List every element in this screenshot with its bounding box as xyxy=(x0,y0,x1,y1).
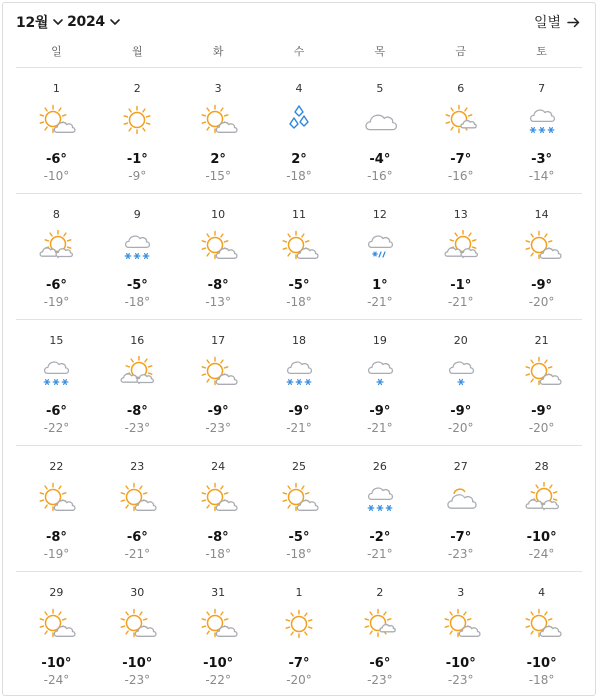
day-number: 19 xyxy=(372,334,387,347)
low-temp: -21° xyxy=(367,547,393,561)
day-number: 4 xyxy=(295,82,303,95)
day-cell[interactable] xyxy=(259,572,340,697)
high-temp: -10° xyxy=(122,656,153,671)
week-row-4 xyxy=(16,446,582,571)
day-number: 3 xyxy=(457,586,465,599)
snow-cloud-icon xyxy=(522,104,562,138)
day-cell[interactable] xyxy=(420,320,501,445)
sun-icon xyxy=(117,104,157,138)
week-row-2 xyxy=(16,194,582,319)
sun-cloud-icon xyxy=(36,608,76,642)
day-number: 12 xyxy=(372,208,387,221)
high-temp: -2° xyxy=(369,530,391,545)
high-temp: -7° xyxy=(450,152,472,167)
low-temp: -19° xyxy=(43,295,70,309)
high-temp: -5° xyxy=(288,530,310,545)
low-temp: -20° xyxy=(528,421,555,435)
high-temp: -9° xyxy=(288,404,310,419)
sun-cloud-icon xyxy=(522,356,562,390)
sun-cloud-left-icon xyxy=(36,230,76,264)
sun-cloud-icon xyxy=(117,608,157,642)
chevron-down-icon xyxy=(51,15,65,29)
low-temp: -23° xyxy=(367,673,393,687)
sun-cloud-icon xyxy=(522,230,562,264)
day-cell[interactable] xyxy=(501,572,582,697)
calendar-header xyxy=(16,11,581,33)
day-number: 2 xyxy=(376,586,384,599)
high-temp: -9° xyxy=(531,278,553,293)
high-temp: -1° xyxy=(126,152,148,167)
sun-cloud-icon xyxy=(198,482,238,516)
low-temp: -20° xyxy=(286,673,312,687)
day-number: 9 xyxy=(133,208,141,221)
day-number: 26 xyxy=(372,460,387,473)
low-temp: -24° xyxy=(528,547,555,561)
daily-view-link[interactable] xyxy=(534,12,581,32)
low-temp: -14° xyxy=(528,169,555,183)
high-temp: -9° xyxy=(450,404,472,419)
day-cell[interactable] xyxy=(97,446,178,571)
day-number: 28 xyxy=(534,460,549,473)
day-cell[interactable] xyxy=(501,320,582,445)
day-number: 13 xyxy=(453,208,468,221)
year-select[interactable] xyxy=(67,14,124,30)
sun-cloud-icon xyxy=(279,230,319,264)
high-temp: -7° xyxy=(288,656,310,671)
day-number: 14 xyxy=(534,208,549,221)
weekday-header-row xyxy=(16,43,582,63)
day-number: 23 xyxy=(130,460,145,473)
month-label: 12월 xyxy=(16,15,49,31)
sun-icon xyxy=(279,608,319,642)
day-number: 16 xyxy=(130,334,145,347)
day-number: 15 xyxy=(49,334,64,347)
week-row-1 xyxy=(16,68,582,193)
week-row-5 xyxy=(16,572,582,697)
arrow-right-icon xyxy=(566,15,581,30)
sleet-cloud-icon xyxy=(360,230,400,264)
sun-cloud-icon xyxy=(198,230,238,264)
day-cell[interactable] xyxy=(259,194,340,319)
high-temp: -8° xyxy=(126,404,148,419)
low-temp: -22° xyxy=(205,673,231,687)
sun-cloud-left-icon xyxy=(522,482,562,516)
day-cell[interactable] xyxy=(339,320,420,445)
sun-cloud-icon xyxy=(441,608,481,642)
low-temp: -9° xyxy=(128,169,147,183)
sun-small-cloud-icon xyxy=(360,608,400,642)
year-label: 2024 xyxy=(67,14,105,30)
high-temp: -10° xyxy=(203,656,234,671)
high-temp: -9° xyxy=(369,404,391,419)
sun-cloud-icon xyxy=(36,104,76,138)
weekday-wed: 수 xyxy=(293,45,305,58)
snow-cloud-icon xyxy=(36,356,76,390)
day-number: 31 xyxy=(211,586,226,599)
period-selectors xyxy=(16,12,124,32)
cloud-icon xyxy=(360,104,400,138)
day-cell[interactable] xyxy=(339,68,420,193)
day-number: 20 xyxy=(453,334,468,347)
high-temp: -6° xyxy=(45,404,67,419)
low-temp: -21° xyxy=(367,295,393,309)
day-cell[interactable] xyxy=(16,572,97,697)
high-temp: -8° xyxy=(207,530,229,545)
day-cell[interactable] xyxy=(16,68,97,193)
high-temp: -10° xyxy=(526,656,557,671)
high-temp: 2° xyxy=(291,152,307,167)
light-snow-cloud-icon xyxy=(360,356,400,390)
day-cell[interactable] xyxy=(178,320,259,445)
day-number: 3 xyxy=(214,82,222,95)
low-temp: -21° xyxy=(124,547,151,561)
sun-cloud-icon xyxy=(198,104,238,138)
day-cell[interactable] xyxy=(178,446,259,571)
weekday-tue: 화 xyxy=(212,45,224,58)
low-temp: -21° xyxy=(367,421,393,435)
high-temp: 2° xyxy=(210,152,226,167)
light-snow-cloud-icon xyxy=(441,356,481,390)
high-temp: -8° xyxy=(207,278,229,293)
high-temp: -4° xyxy=(369,152,391,167)
weekday-thu: 목 xyxy=(374,45,386,58)
day-number: 17 xyxy=(211,334,226,347)
day-cell[interactable] xyxy=(420,68,501,193)
monthly-forecast-panel xyxy=(2,2,596,696)
day-number: 22 xyxy=(49,460,64,473)
day-number: 25 xyxy=(292,460,306,473)
sun-cloud-left-icon xyxy=(117,356,157,390)
low-temp: -20° xyxy=(447,421,474,435)
day-cell[interactable] xyxy=(420,572,501,697)
day-number: 4 xyxy=(538,586,546,599)
low-temp: -22° xyxy=(43,421,70,435)
weekday-mon: 월 xyxy=(131,45,143,58)
weekday-sun: 일 xyxy=(51,45,62,58)
day-number: 24 xyxy=(211,460,226,473)
low-temp: -16° xyxy=(447,169,474,183)
low-temp: -23° xyxy=(205,421,231,435)
day-cell[interactable] xyxy=(16,320,97,445)
low-temp: -23° xyxy=(124,673,151,687)
low-temp: -18° xyxy=(205,547,231,561)
day-cell[interactable] xyxy=(501,194,582,319)
chevron-down-icon xyxy=(108,15,122,29)
low-temp: -23° xyxy=(124,421,151,435)
high-temp: -6° xyxy=(45,278,67,293)
sun-small-cloud-icon xyxy=(441,104,481,138)
day-cell[interactable] xyxy=(97,320,178,445)
month-select[interactable] xyxy=(16,12,67,32)
high-temp: -3° xyxy=(531,152,553,167)
weekday-sat: 토 xyxy=(536,45,547,58)
sun-cloud-left-icon xyxy=(441,230,481,264)
high-temp: -5° xyxy=(126,278,148,293)
day-cell[interactable] xyxy=(259,446,340,571)
day-number: 11 xyxy=(292,208,306,221)
high-temp: -10° xyxy=(41,656,72,671)
sun-cloud-icon xyxy=(279,482,319,516)
day-number: 21 xyxy=(534,334,549,347)
low-temp: -15° xyxy=(205,169,231,183)
low-temp: -18° xyxy=(286,169,312,183)
low-temp: -19° xyxy=(43,547,70,561)
day-number: 27 xyxy=(453,460,468,473)
snow-cloud-icon xyxy=(279,356,319,390)
low-temp: -18° xyxy=(286,295,312,309)
week-row-3 xyxy=(16,320,582,445)
snow-cloud-icon xyxy=(117,230,157,264)
day-cell[interactable] xyxy=(178,194,259,319)
day-cell[interactable] xyxy=(16,446,97,571)
high-temp: -9° xyxy=(531,404,553,419)
weekday-fri: 금 xyxy=(455,45,467,58)
snow-cloud-icon xyxy=(360,482,400,516)
day-number: 7 xyxy=(538,82,546,95)
sun-cloud-icon xyxy=(36,482,76,516)
low-temp: -23° xyxy=(447,673,474,687)
day-number: 18 xyxy=(292,334,306,347)
low-temp: -10° xyxy=(43,169,70,183)
day-cell[interactable] xyxy=(339,194,420,319)
day-number: 10 xyxy=(211,208,226,221)
high-temp: -6° xyxy=(369,656,391,671)
low-temp: -16° xyxy=(367,169,393,183)
sun-cloud-icon xyxy=(117,482,157,516)
day-cell[interactable] xyxy=(259,68,340,193)
low-temp: -20° xyxy=(528,295,555,309)
day-cell[interactable] xyxy=(178,572,259,697)
low-temp: -24° xyxy=(43,673,70,687)
day-number: 29 xyxy=(49,586,64,599)
rain-drops-icon xyxy=(279,104,319,138)
high-temp: -5° xyxy=(288,278,310,293)
day-cell[interactable] xyxy=(97,68,178,193)
day-number: 2 xyxy=(133,82,141,95)
high-temp: -6° xyxy=(126,530,148,545)
daily-view-label: 일별 xyxy=(533,15,561,31)
day-cell[interactable] xyxy=(259,320,340,445)
low-temp: -21° xyxy=(447,295,474,309)
sun-cloud-icon xyxy=(522,608,562,642)
high-temp: -6° xyxy=(45,152,67,167)
cloud-sun-behind-icon xyxy=(441,482,481,516)
day-cell[interactable] xyxy=(339,446,420,571)
high-temp: -10° xyxy=(526,530,557,545)
day-number: 5 xyxy=(376,82,384,95)
day-number: 8 xyxy=(52,208,60,221)
low-temp: -23° xyxy=(447,547,474,561)
day-cell[interactable] xyxy=(501,68,582,193)
low-temp: -21° xyxy=(286,421,312,435)
sun-cloud-icon xyxy=(198,608,238,642)
high-temp: -1° xyxy=(450,278,472,293)
low-temp: -18° xyxy=(124,295,151,309)
low-temp: -18° xyxy=(286,547,312,561)
day-cell[interactable] xyxy=(420,194,501,319)
day-number: 30 xyxy=(130,586,145,599)
day-number: 6 xyxy=(457,82,465,95)
high-temp: -9° xyxy=(207,404,229,419)
day-cell[interactable] xyxy=(178,68,259,193)
low-temp: -18° xyxy=(528,673,555,687)
day-cell[interactable] xyxy=(16,194,97,319)
high-temp: 1° xyxy=(372,278,388,293)
day-cell[interactable] xyxy=(501,446,582,571)
day-cell[interactable] xyxy=(420,446,501,571)
low-temp: -13° xyxy=(205,295,231,309)
high-temp: -10° xyxy=(445,656,476,671)
day-number: 1 xyxy=(295,586,303,599)
day-cell[interactable] xyxy=(97,194,178,319)
day-cell[interactable] xyxy=(339,572,420,697)
day-cell[interactable] xyxy=(97,572,178,697)
high-temp: -8° xyxy=(45,530,67,545)
day-number: 1 xyxy=(52,82,60,95)
sun-cloud-icon xyxy=(198,356,238,390)
high-temp: -7° xyxy=(450,530,472,545)
